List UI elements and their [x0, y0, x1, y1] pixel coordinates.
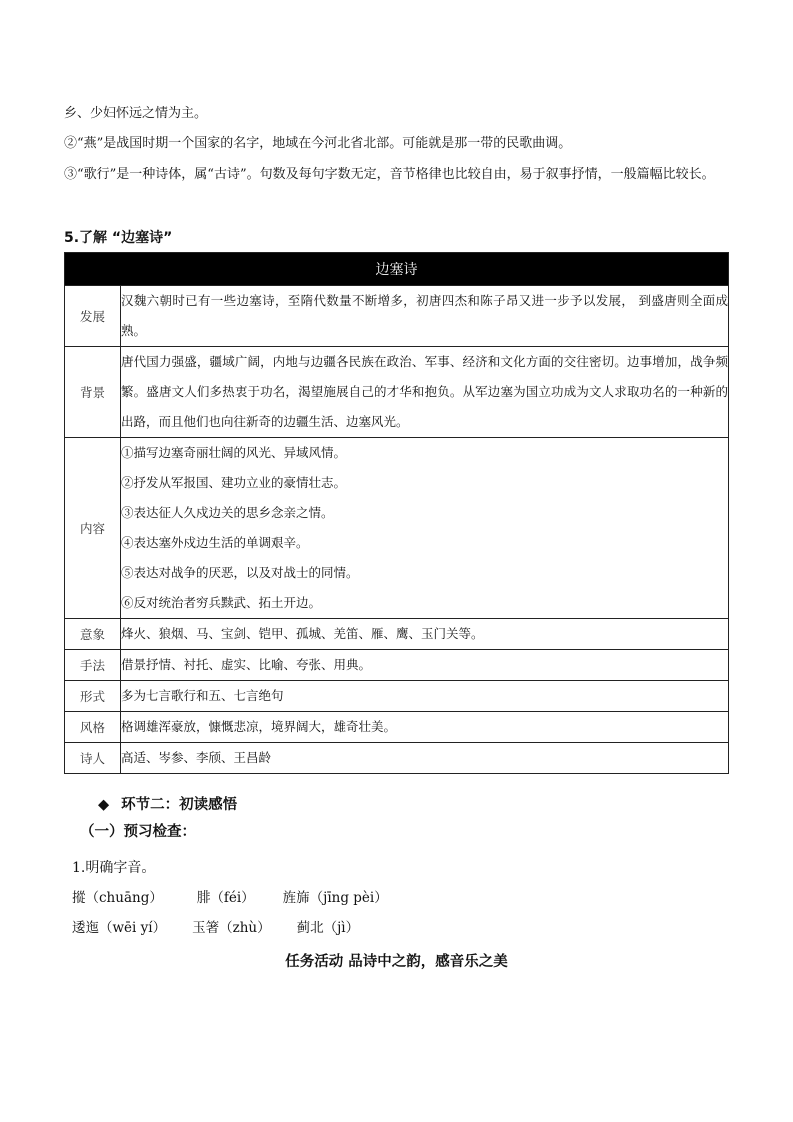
row-label: 手法 — [65, 650, 121, 681]
pinyin-item: 玉箸（zhù） — [192, 920, 271, 936]
table-row — [65, 347, 729, 438]
row-content-line: 借景抒情、衬托、虚实、比喻、夸张、用典。 — [121, 657, 372, 672]
table-row — [65, 743, 729, 774]
table-row — [65, 438, 729, 619]
row-content — [121, 712, 729, 743]
preview-check-heading: （一）预习检查： — [80, 824, 196, 840]
pinyin-item: 旌旆（jīng pèi） — [282, 890, 388, 906]
row-content-line: ⑥反对统治者穷兵黩武、拓土开边。 — [121, 595, 322, 610]
row-label: 形式 — [65, 681, 121, 712]
row-content-line: 多为七言歌行和五、七言绝句 — [121, 688, 284, 703]
intro-paragraph-2: ②“燕”是战国时期一个国家的名字，地域在今河北省北部。可能就是那一带的民歌曲调。 — [64, 136, 572, 151]
intro-paragraph-1: 乡、少妇怀远之情为主。 — [64, 106, 208, 121]
pinyin-item: 摐（chuāng） — [72, 890, 163, 906]
row-label: 发展 — [65, 286, 121, 347]
row-label: 风格 — [65, 712, 121, 743]
row-content-line: ②抒发从军报国、建功立业的豪情壮志。 — [121, 475, 347, 490]
question-1: 1.明确字音。 — [72, 860, 156, 876]
pinyin-row-1 — [72, 886, 388, 906]
row-content — [121, 286, 729, 347]
table-row — [65, 286, 729, 347]
row-content-line: 唐代国力强盛，疆域广阔，内地与边疆各民族在政治、军事、经济和文化方面的交往密切。边事增加，战争频繁。盛唐文人们多热衷于功名，渴望施展自己的才华和抱负。从军边塞为国立功成为文人求取功名的一种新的出路，而且他们也向往新奇的边疆生活、边塞风光。 — [121, 354, 728, 429]
section-2-title — [98, 793, 237, 814]
task-activity-title: 任务活动 品诗中之韵，感音乐之美 — [285, 954, 508, 970]
row-content-line: ①描写边塞奇丽壮阔的风光、异域风情。 — [121, 445, 347, 460]
section-5-heading: 5.了解 “边塞诗” — [64, 230, 173, 246]
row-content-line: 高适、岑参、李颀、王昌龄 — [121, 750, 272, 765]
row-label: 诗人 — [65, 743, 121, 774]
pinyin-item: 逶迤（wēi yí） — [72, 920, 167, 936]
row-content — [121, 347, 729, 438]
intro-paragraph-3: ③“歌行”是一种诗体，属“古诗”。句数及每句字数无定，音节格律也比较自由，易于叙事抒情，一般篇幅比较长。 — [64, 167, 715, 182]
table-header: 边塞诗 — [65, 253, 729, 286]
row-content — [121, 619, 729, 650]
row-label: 意象 — [65, 619, 121, 650]
table-body — [65, 286, 729, 774]
frontier-poetry-table — [64, 252, 729, 774]
row-content-line: ③表达征人久戍边关的思乡念亲之情。 — [121, 505, 334, 520]
row-content — [121, 438, 729, 619]
row-content — [121, 650, 729, 681]
diamond-bullet-icon: ◆ — [98, 797, 110, 813]
table-row — [65, 650, 729, 681]
pinyin-item: 蓟北（jì） — [296, 920, 360, 936]
table-row — [65, 681, 729, 712]
section-2-title-text: 环节二：初读感悟 — [121, 797, 238, 813]
row-label: 内容 — [65, 438, 121, 619]
row-content — [121, 681, 729, 712]
row-content — [121, 743, 729, 774]
row-content-line: ④表达塞外戍边生活的单调艰辛。 — [121, 535, 309, 550]
table-row — [65, 619, 729, 650]
row-content-line: 汉魏六朝时已有一些边塞诗，至隋代数量不断增多，初唐四杰和陈子昂又进一步予以发展， 到盛唐则全面成熟。 — [121, 293, 728, 338]
row-content-line: 格调雄浑豪放，慷慨悲凉，境界阔大，雄奇壮美。 — [121, 719, 397, 734]
row-label: 背景 — [65, 347, 121, 438]
table-row — [65, 712, 729, 743]
pinyin-row-2 — [72, 916, 359, 936]
pinyin-item: 腓（féi） — [196, 890, 255, 906]
row-content-line: ⑤表达对战争的厌恶，以及对战士的同情。 — [121, 565, 359, 580]
row-content-line: 烽火、狼烟、马、宝剑、铠甲、孤城、羌笛、雁、鹰、玉门关等。 — [121, 626, 484, 641]
